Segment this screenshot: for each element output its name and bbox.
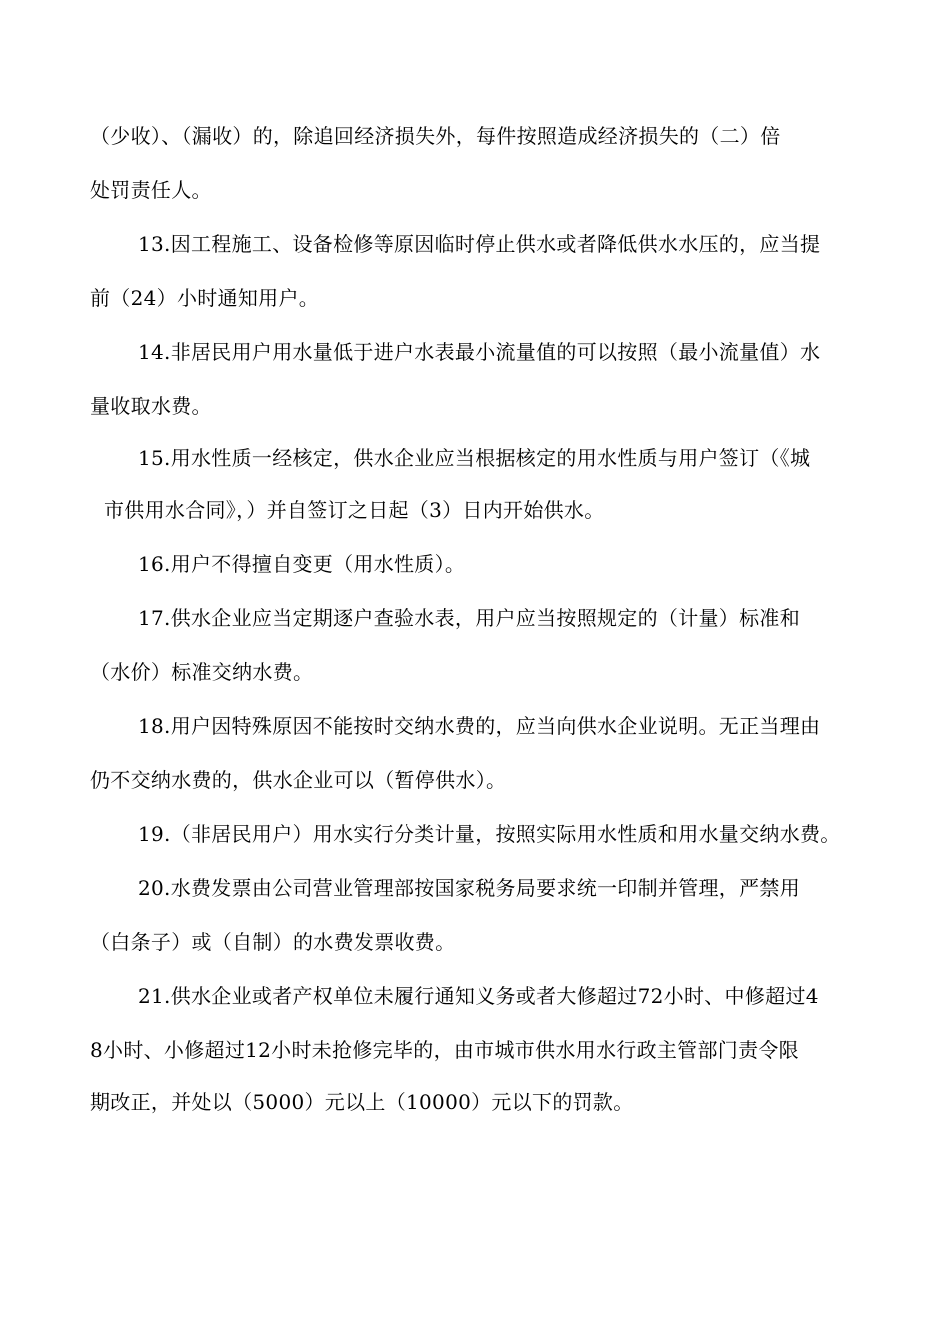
text-line: 15.用水性质一经核定，供水企业应当根据核定的用水性质与用户签订（《城 [138, 446, 811, 470]
text-line: 处罚责任人。 [90, 178, 212, 202]
text-line: （白条子）或（自制）的水费发票收费。 [90, 930, 456, 954]
text-line: 19.（非居民用户）用水实行分类计量，按照实际用水性质和用水量交纳水费。 [138, 822, 841, 846]
text-line: 21.供水企业或者产权单位未履行通知义务或者大修超过72小时、中修超过4 [138, 984, 819, 1008]
text-line: （水价）标准交纳水费。 [90, 660, 314, 684]
text-line: 20.水费发票由公司营业管理部按国家税务局要求统一印制并管理，严禁用 [138, 876, 801, 900]
text-line: 仍不交纳水费的，供水企业可以（暂停供水）。 [90, 768, 507, 792]
text-line: 量收取水费。 [90, 394, 212, 418]
text-line: 期改正，并处以（5000）元以上（10000）元以下的罚款。 [90, 1090, 634, 1114]
text-line: 18.用户因特殊原因不能按时交纳水费的，应当向供水企业说明。无正当理由 [138, 714, 821, 738]
text-line: 14.非居民用户用水量低于进户水表最小流量值的可以按照（最小流量值）水 [138, 340, 821, 364]
text-line: 16.用户不得擅自变更（用水性质）。 [138, 552, 466, 576]
text-line: （少收）、（漏收）的，除追回经济损失外，每件按照造成经济损失的（二）倍 [90, 124, 781, 148]
text-line: 8小时、小修超过12小时未抢修完毕的，由市城市供水用水行政主管部门责令限 [90, 1038, 799, 1062]
text-line: 前（24）小时通知用户。 [90, 286, 320, 310]
text-line: 13.因工程施工、设备检修等原因临时停止供水或者降低供水水压的，应当提 [138, 232, 821, 256]
text-line: 市供用水合同》，）并自签订之日起（3）日内开始供水。 [104, 498, 605, 522]
text-line: 17.供水企业应当定期逐户查验水表，用户应当按照规定的（计量）标准和 [138, 606, 801, 630]
